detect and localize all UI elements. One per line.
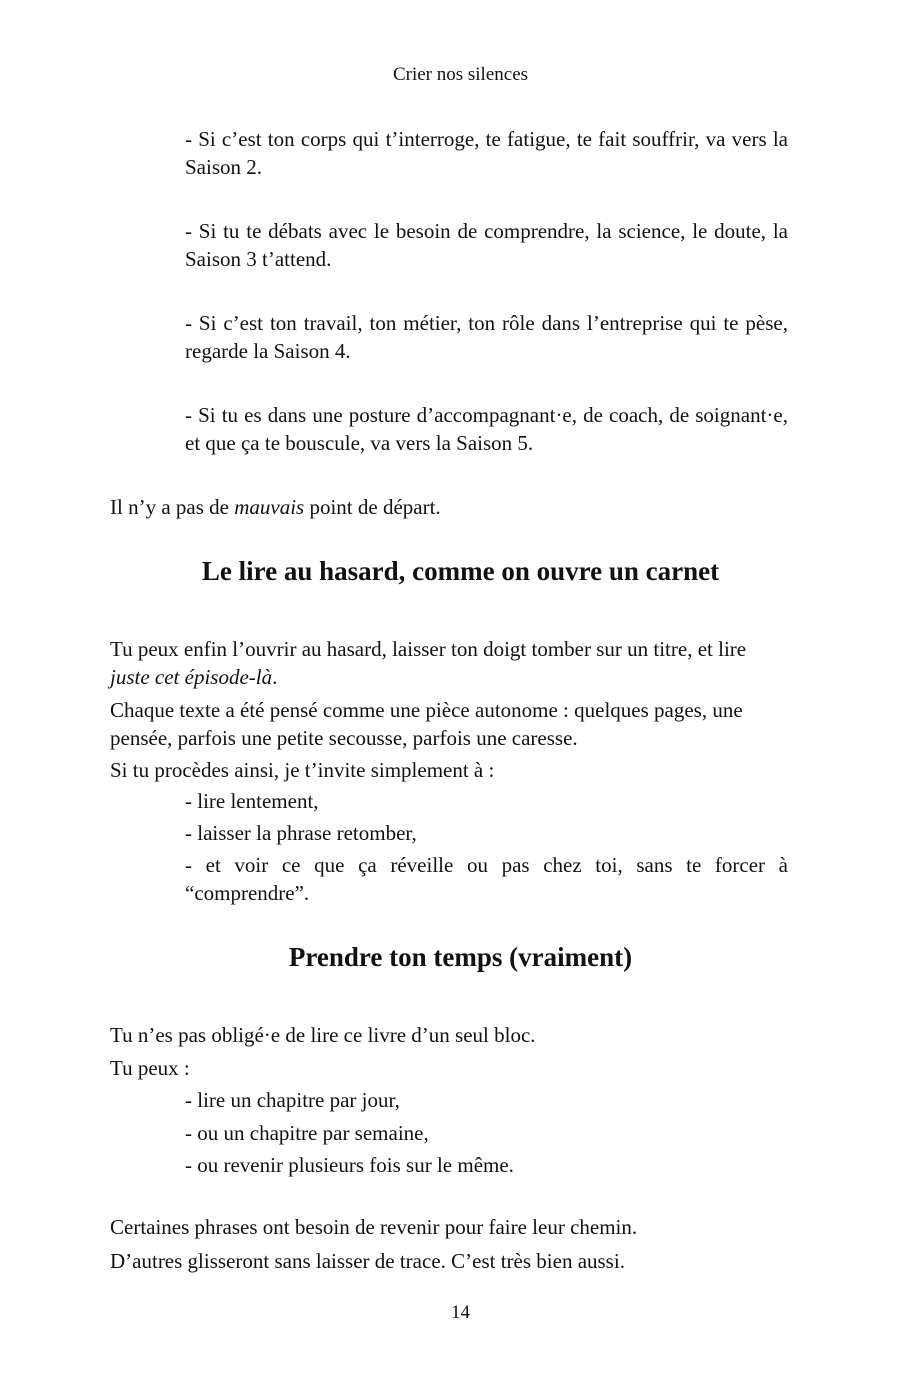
season-item-4: - Si c’est ton travail, ton métier, ton rôle dans l’entreprise qui te pèse, regarde la Saison 4.	[185, 311, 788, 363]
you-can-paragraph: Tu peux :	[110, 1056, 190, 1080]
autonomous-piece-paragraph: Chaque texte a été pensé comme une pièce autonome : quelques pages, une pensée, parfois une petite secousse, parfois une caresse.	[110, 698, 743, 750]
invitation-paragraph: Si tu procèdes ainsi, je t’invite simplement à :	[110, 758, 495, 782]
random-reading-text: Tu peux enfin l’ouvrir au hasard, laisser ton doigt tomber sur un titre, et lire	[110, 637, 747, 661]
season-item-2: - Si c’est ton corps qui t’interroge, te fatigue, te fait souffrir, va vers la Saison 2.	[185, 127, 788, 179]
random-reading-list-item: - et voir ce que ça réveille ou pas chez toi, sans te forcer à “comprendre”.	[185, 853, 788, 905]
page-number: 14	[451, 1302, 470, 1323]
random-reading-list-item: - lire lentement,	[185, 789, 319, 813]
no-bad-start-paragraph	[110, 493, 788, 521]
no-bad-start-text-after: point de départ.	[304, 495, 441, 519]
season-item-3: - Si tu te débats avec le besoin de comprendre, la science, le doute, la Saison 3 t’attend.	[185, 219, 788, 271]
no-bad-start-text-before: Il n’y a pas de	[110, 495, 235, 519]
random-reading-paragraph	[110, 635, 788, 691]
season-item-5: - Si tu es dans une posture d’accompagnant·e, de coach, de soignant·e, et que ça te bouscule, va vers la Saison 5.	[185, 403, 788, 455]
pace-list-item: - lire un chapitre par jour,	[185, 1088, 400, 1112]
pace-list-item: - ou un chapitre par semaine,	[185, 1121, 429, 1145]
random-reading-list-item: - laisser la phrase retomber,	[185, 821, 417, 845]
closing-line-2: D’autres glisseront sans laisser de trace. C’est très bien aussi.	[110, 1249, 625, 1273]
section-heading-take-your-time: Prendre ton temps (vraiment)	[288, 942, 633, 972]
closing-line-1: Certaines phrases ont besoin de revenir pour faire leur chemin.	[110, 1215, 638, 1239]
not-obliged-paragraph: Tu n’es pas obligé·e de lire ce livre d’un seul bloc.	[110, 1023, 536, 1047]
running-header: Crier nos silences	[392, 64, 529, 85]
pace-list-item: - ou revenir plusieurs fois sur le même.	[185, 1153, 514, 1177]
random-reading-emphasis: juste cet épisode-là	[110, 665, 273, 689]
no-bad-start-emphasis: mauvais	[234, 495, 305, 519]
random-reading-text-end: .	[272, 665, 278, 689]
section-heading-random-reading: Le lire au hasard, comme on ouvre un carnet	[201, 556, 720, 586]
